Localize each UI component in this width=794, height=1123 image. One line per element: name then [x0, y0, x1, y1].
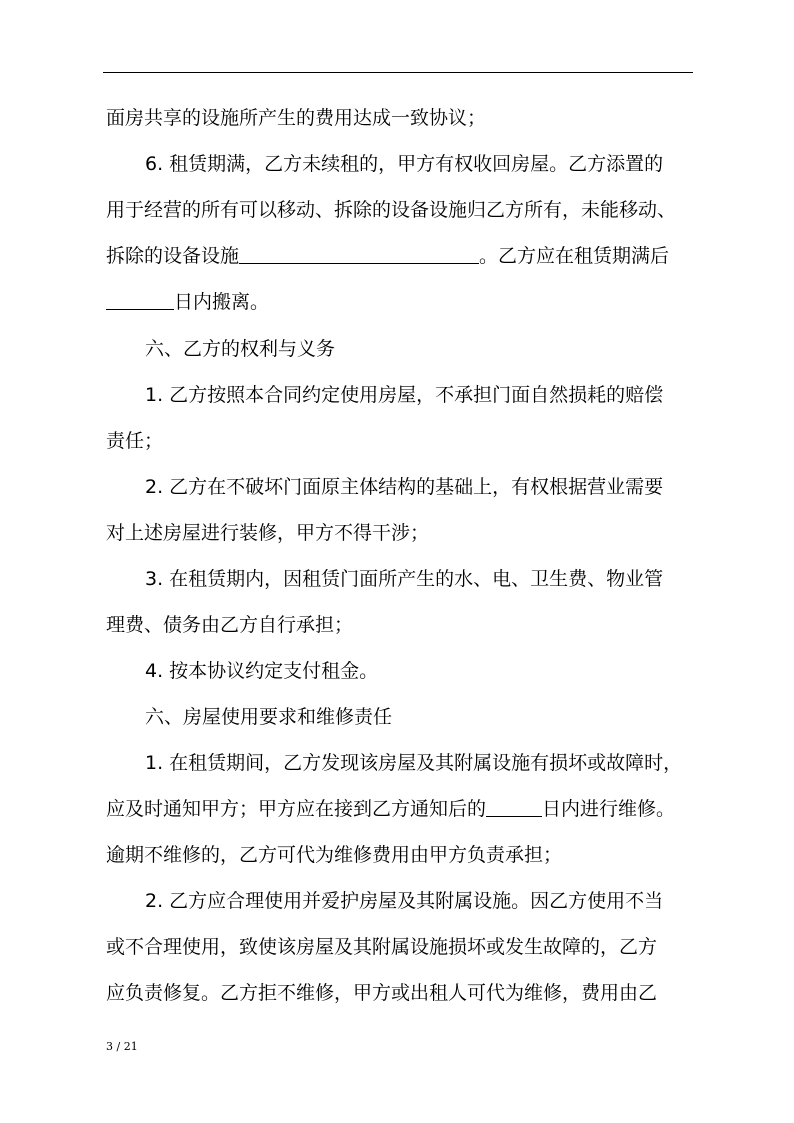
paragraph-line: 理费、债务由乙方自行承担； — [106, 614, 354, 636]
line-text: 拆除的设备设施 — [106, 245, 240, 267]
paragraph-line: 1. 乙方按照本合同约定使用房屋，不承担门面自然损耗的赔偿 — [145, 384, 664, 406]
paragraph-line: 逾期不维修的，乙方可代为维修费用由甲方负责承担； — [106, 844, 563, 866]
section-heading: 六、房屋使用要求和维修责任 — [145, 706, 393, 728]
fill-in-blank[interactable] — [239, 241, 479, 264]
paragraph-line: 责任； — [106, 430, 164, 452]
paragraph-line: 1. 在租赁期间，乙方发现该房屋及其附属设施有损坏或故障时， — [145, 752, 683, 774]
paragraph-line: 3. 在租赁期内，因租赁门面所产生的水、电、卫生费、物业管 — [145, 568, 664, 590]
paragraph-line — [106, 286, 694, 318]
paragraph-line — [106, 793, 694, 825]
line-text: 日内搬离。 — [174, 291, 270, 313]
paragraph-line: 6. 租赁期满，乙方未续租的，甲方有权收回房屋。乙方添置的 — [145, 153, 664, 175]
paragraph-line: 2. 乙方在不破坏门面原主体结构的基础上，有权根据营业需要 — [145, 476, 664, 498]
fill-in-blank[interactable] — [486, 794, 542, 817]
paragraph-line: 对上述房屋进行装修，甲方不得干涉； — [106, 522, 430, 544]
paragraph-line: 应负责修复。乙方拒不维修，甲方或出租人可代为维修，费用由乙 — [106, 982, 658, 1004]
paragraph-line: 4. 按本协议约定支付租金。 — [145, 660, 379, 682]
paragraph-line — [106, 240, 694, 272]
paragraph-line: 2. 乙方应合理使用并爱护房屋及其附属设施。因乙方使用不当 — [145, 890, 664, 912]
header-rule — [103, 72, 693, 73]
page-number: 3 / 21 — [106, 1040, 138, 1053]
paragraph-line: 面房共享的设施所产生的费用达成一致协议； — [106, 107, 487, 129]
section-heading: 六、乙方的权利与义务 — [145, 338, 336, 360]
paragraph-line: 或不合理使用，致使该房屋及其附属设施损坏或发生故障的，乙方 — [106, 936, 658, 958]
line-text: 。乙方应在租赁期满后 — [479, 245, 670, 267]
line-text: 应及时通知甲方；甲方应在接到乙方通知后的 — [106, 798, 487, 820]
line-text: 日内进行维修。 — [542, 798, 676, 820]
paragraph-line: 用于经营的所有可以移动、拆除的设备设施归乙方所有，未能移动、 — [106, 199, 677, 221]
fill-in-blank[interactable] — [106, 287, 174, 310]
